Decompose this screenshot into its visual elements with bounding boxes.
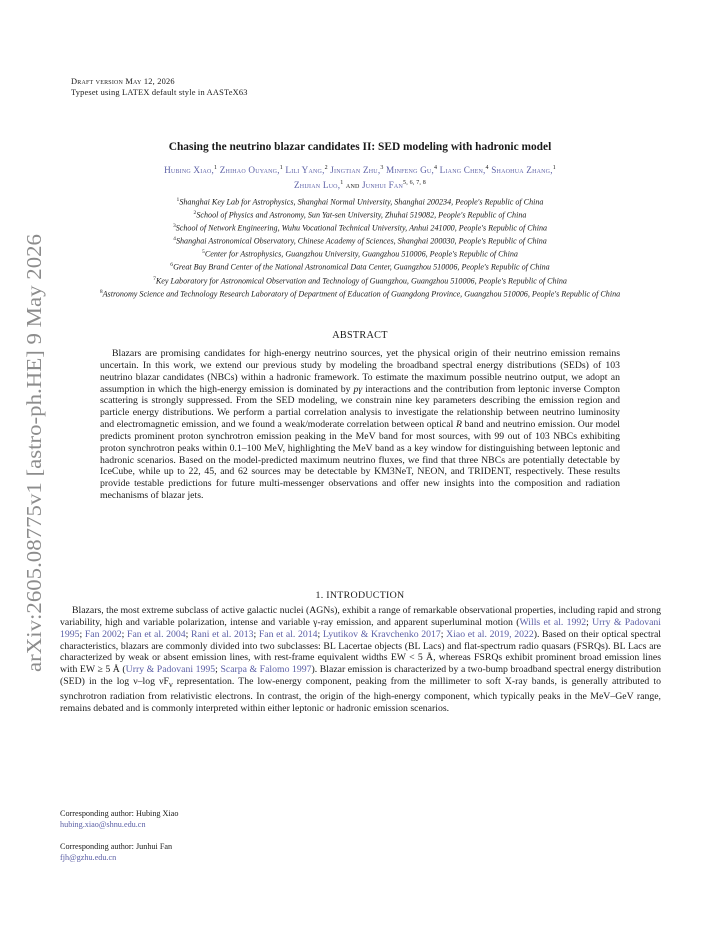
author[interactable]: Hubing Xiao, — [164, 165, 215, 176]
author-list — [70, 162, 650, 191]
abstract-text: band and neutrino emission. Our model predicts prominent proton synchrotron emission peaking in the MeV band for most sources, with 99 out of 103 NBCs exhibiting proton synchrotron peaks within 0.1–100 MeV, highlighting the MeV band as a key window for distinguishing between leptonic and hadronic scenarios. Based on the model-predicted maximum neutrino fluxes, we find that three NBCs are potentially detectable by IceCube, while up to 22, 45, and 62 sources may be detectable by KM3NeT, NEON, and TRIDENT, respectively. These results provide testable predictions for future multi-messenger observations and offer new insights into the composition and radiation mechanisms of blazar jets. — [100, 419, 620, 502]
email-link[interactable]: hubing.xiao@shnu.edu.cn — [60, 820, 146, 829]
citation-link[interactable]: Scarpa & Falomo 1997 — [220, 664, 312, 676]
affiliation — [60, 234, 660, 247]
draft-header — [71, 76, 248, 98]
affil-text: Great Bay Brand Center of the National Astronomical Data Center, Guangzhou 510006, People's Republic of China — [173, 263, 550, 273]
author-affil-mark: 1 — [279, 165, 283, 171]
affiliation — [60, 287, 660, 300]
corresponding-label: Corresponding author: Hubing Xiao — [60, 809, 179, 818]
affiliation-list — [60, 195, 660, 300]
affil-text: School of Physics and Astronomy, Sun Yat-sen University, Zhuhai 519082, People's Republic of China — [196, 210, 527, 220]
author[interactable]: Zhihao Ouyang, — [219, 165, 280, 176]
affil-text: School of Network Engineering, Wuhu Vocational Technical University, Anhui 241000, People's Republic of China — [175, 223, 548, 233]
arxiv-stamp-svg — [10, 232, 50, 672]
author[interactable]: Junhui Fan — [362, 179, 403, 190]
author[interactable]: Lili Yang, — [285, 165, 325, 176]
citation-link[interactable]: Lyutikov & Kravchenko 2017 — [322, 628, 441, 640]
citation-link[interactable]: Wills et al. 1992 — [519, 616, 587, 628]
citation-link[interactable]: Urry & Padovani 1995 — [60, 616, 661, 640]
citation-link[interactable]: Fan et al. 2004 — [127, 628, 186, 640]
author-affil-mark: 2 — [324, 165, 328, 171]
corresponding-author-1 — [60, 808, 178, 830]
affil-text: Shanghai Astronomical Observatory, Chinese Academy of Sciences, Shanghai 200030, People's Republic of China — [175, 236, 547, 246]
affil-number: 3 — [172, 223, 176, 230]
author-affil-mark: 4 — [485, 165, 489, 171]
affiliation — [60, 274, 660, 287]
citation-link[interactable]: Xiao et al. 2019, 2022 — [446, 628, 534, 640]
intro-text: representation. The low-energy component, peaking from the millimeter to soft X-ray bands, is generally attributed to synchrotron radiation from relativistic electrons. In contrast, the origin of the high-energy component, which typically peaks in the MeV–GeV range, remains debated and is commonly interpreted within either leptonic or hadronic emission scenarios. — [60, 676, 661, 714]
draft-version: Draft version May 12, 2026 — [71, 77, 175, 86]
author[interactable]: Shaohua Zhang, — [491, 165, 553, 176]
author-affil-mark: 5, 6, 7, 8 — [403, 179, 426, 186]
affil-number: 5 — [202, 249, 205, 256]
intro-text: Blazars, the most extreme subclass of active galactic nuclei (AGNs), exhibit a range of remarkable observational properties, including rapid and strong variability, high and variable polarization, intense and variable γ-ray emission, and apparent superluminal motion ( — [60, 605, 661, 628]
section-heading-introduction: 1. INTRODUCTION — [315, 590, 405, 601]
affil-number: 7 — [153, 275, 156, 282]
paper-title: Chasing the neutrino blazar candidates II: SED modeling with hadronic model — [168, 141, 552, 153]
author[interactable]: Liang Chen, — [439, 165, 486, 176]
abstract-text: interactions and the contribution from leptonic inverse Compton scattering is strongly suppressed. From the SED modeling, we constrain nine key parameters describing the emission region and particle energy distributions. We perform a partial correlation analysis to investigate the relationship between neutrino luminosity and electromagnetic emission, and we found a weak/moderate correlation between optical — [100, 383, 620, 431]
abstract-math: R — [455, 419, 462, 431]
affiliation — [60, 221, 660, 234]
citation-link[interactable]: Urry & Padovani 1995 — [125, 664, 216, 676]
citation-link[interactable]: Fan 2002 — [84, 628, 122, 640]
affil-number: 4 — [173, 236, 176, 243]
affiliation — [60, 195, 660, 208]
affil-text: Astronomy Science and Technology Research Laboratory of Department of Education of Guangdong Province, Guangzhou 510006, People's Republic of China — [102, 289, 621, 299]
affil-text: Shanghai Key Lab for Astrophysics, Shanghai Normal University, Shanghai 200234, People's Republic of China — [179, 197, 544, 207]
author-affil-mark: 3 — [380, 165, 384, 171]
affil-text: Key Laboratory for Astronomical Observation and Technology of Guangzhou, Guangzhou 510006, People's Republic of China — [155, 276, 567, 286]
abstract-text: Blazars are promising candidates for high-energy neutrino sources, yet the physical origin of their neutrino emission remains uncertain. In this work, we extend our previous study by modeling the broadband spectral energy distributions (SEDs) of 103 neutrino blazar candidates (NBCs) within a hadronic framework. To estimate the maximum possible neutrino output, we adopt an assumption in which the high-energy emission is dominated by — [100, 348, 620, 395]
affil-text: Center for Astrophysics, Guangzhou University, Guangzhou 510006, People's Republic of China — [204, 250, 518, 260]
typeset-line: Typeset using LATEX default style in AASTeX63 — [71, 88, 248, 97]
abstract-heading: ABSTRACT — [332, 330, 388, 341]
arxiv-sidebar-stamp — [10, 232, 50, 672]
email-link[interactable]: fjh@gzhu.edu.cn — [60, 853, 117, 862]
author[interactable]: Jingtian Zhu, — [330, 165, 381, 176]
abstract-body — [100, 348, 620, 502]
intro-text: ). Based on their optical spectral characteristics, blazars are commonly divided into two subclasses: BL Lacertae objects (BL Lacs) and flat-spectrum radio quasars (FSRQs). BL Lacs are characterized by weak or absent emission lines, with rest-frame equivalent widths EW < 5 Å, whereas FSRQs exhibit prominent broad emission lines with EW ≥ 5 Å ( — [60, 628, 661, 676]
affil-number: 6 — [170, 262, 174, 269]
affil-number: 8 — [99, 288, 103, 295]
citation-link[interactable]: Rani et al. 2013 — [191, 628, 254, 640]
affil-number: 2 — [193, 210, 197, 217]
affiliation — [60, 260, 660, 273]
affil-number: 1 — [176, 197, 180, 203]
author[interactable]: Zhijian Luo, — [293, 179, 341, 190]
author-affil-mark: 4 — [433, 165, 438, 171]
intro-text: ). Blazar emission is characterized by a two-bump broadband spectral energy distribution (SED) in the log ν–log νF — [60, 664, 661, 688]
author-affil-mark: 1 — [552, 165, 556, 171]
author[interactable]: Minfeng Gu, — [386, 165, 434, 176]
introduction-body: Blazars, the most extreme subclass of active galactic nuclei (AGNs), exhibit a range of remarkable observational properties, including rapid and strong variability, high and variable polarization, intense and variable γ-ray emission, and apparent superluminal motion (Wills et al. 1992; Urry & Padovani 1995; Fan 2002; Fan et al. 2004; Rani et al. 2013; Fan et al. 2014; Lyutikov & Kravchenko 2017; Xiao et al. 2019, 2022). Based on their optical spectral characteristics, blazars are commonly divided into two subclasses: BL Lacertae objects (BL Lacs) and flat-spectrum radio quasars (FSRQs). BL Lacs are characterized by weak or absent emission lines, with rest-frame equivalent widths EW < 5 Å, whereas FSRQs exhibit prominent broad emission lines with EW ≥ 5 Å (Urry & Padovani 1995; Scarpa & Falomo 1997). Blazar emission is characterized by a two-bump broadband spectral energy distribution (SED) in the log ν–log $\nu F_\nu$ representation. The low-energy component, peaking from the millimeter to soft X-ray bands, is generally attributed to synchrotron radiation from relativistic electrons. In contrast, the origin of the high-energy component, which typically peaks in the MeV–GeV range, remains debated and is commonly interpreted within either leptonic or hadronic emission scenarios. — [60, 605, 661, 714]
affiliation — [60, 247, 660, 260]
arxiv-id: arXiv:2605.08775v1 [astro-ph.HE] 9 May 2026 — [22, 259, 46, 672]
citation-link[interactable]: Fan et al. 2014 — [258, 628, 318, 640]
corresponding-author-2 — [60, 841, 172, 863]
author-conjunction: and — [345, 179, 360, 190]
corresponding-label: Corresponding author: Junhui Fan — [60, 842, 173, 851]
affiliation — [60, 208, 660, 221]
author-affil-mark: 1 — [340, 179, 344, 186]
author-affil-mark: 1 — [214, 165, 218, 171]
abstract-math: pγ — [353, 383, 363, 395]
intro-subscript: ν — [168, 680, 173, 689]
